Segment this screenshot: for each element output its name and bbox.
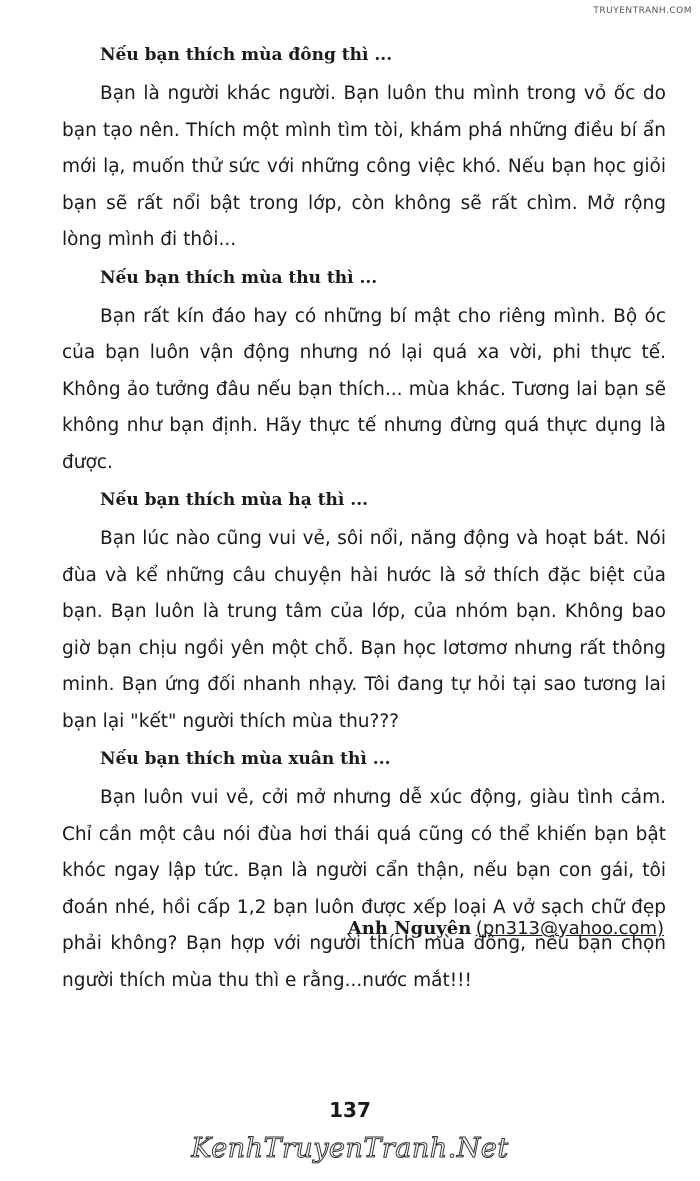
section-winter — [62, 42, 666, 259]
author-signature — [348, 918, 664, 939]
site-watermark-top: TRUYENTRANH.COM — [593, 6, 692, 16]
section-heading: Nếu bạn thích mùa hạ thì ... — [100, 490, 369, 510]
section-paragraph: Bạn rất kín đáo hay có những bí mật cho riêng mình. Bộ óc của bạn luôn vận động nhưng nó lại quá xa vời, phi thực tế. Không ảo tưởng đâu nếu bạn thích... mùa khác. Tương lai bạn sẽ không như bạn định. Hãy thực tế nhưng đừng quá thực dụng là được. — [62, 305, 666, 473]
site-watermark-bottom: KenhTruyenTranh.Net — [191, 1133, 509, 1164]
section-autumn — [62, 265, 666, 482]
article-content — [62, 42, 666, 1005]
section-spring — [62, 746, 666, 999]
page-number: 137 — [329, 1098, 371, 1122]
section-paragraph: Bạn là người khác người. Bạn luôn thu mình trong vỏ ốc do bạn tạo nên. Thích một mình tìm tòi, khám phá những điều bí ẩn mới lạ, muốn thử sức với những công việc khó. Nếu bạn học giỏi bạn sẽ rất nổi bật trong lớp, còn không sẽ rất chìm. Mở rộng lòng mình đi thôi... — [62, 83, 666, 250]
section-paragraph: Bạn luôn vui vẻ, cởi mở nhưng dễ xúc động, giàu tình cảm. Chỉ cần một câu nói đùa hơi thái quá cũng có thể khiến bạn bật khóc ngay lập tức. Bạn là người cẩn thận, nếu bạn con gái, tôi đoán nhé, hồi cấp 1,2 bạn luôn được xếp loại A vở sạch chữ đẹp phải không? Bạn hợp với người thích mùa đông, nếu bạn chọn người thích mùa thu thì e rằng...nước mắt!!! — [62, 787, 666, 991]
section-heading: Nếu bạn thích mùa đông thì ... — [100, 45, 393, 65]
author-name: Anh Nguyên — [347, 918, 472, 939]
section-summer — [62, 487, 666, 740]
author-email: (pn313@yahoo.com) — [475, 918, 664, 939]
section-heading: Nếu bạn thích mùa xuân thì ... — [100, 749, 391, 769]
section-heading: Nếu bạn thích mùa thu thì ... — [100, 267, 378, 288]
section-paragraph: Bạn lúc nào cũng vui vẻ, sôi nổi, năng động và hoạt bát. Nói đùa và kể những câu chuyện hài hước là sở thích đặc biệt của bạn. Bạn luôn là trung tâm của lớp, của nhóm bạn. Không bao giờ bạn chịu ngồi yên một chỗ. Bạn học lơtơmơ nhưng rất thông minh. Bạn ứng đối nhanh nhạy. Tôi đang tự hỏi tại sao tương lai bạn lại "kết" người thích mùa thu??? — [62, 528, 666, 732]
